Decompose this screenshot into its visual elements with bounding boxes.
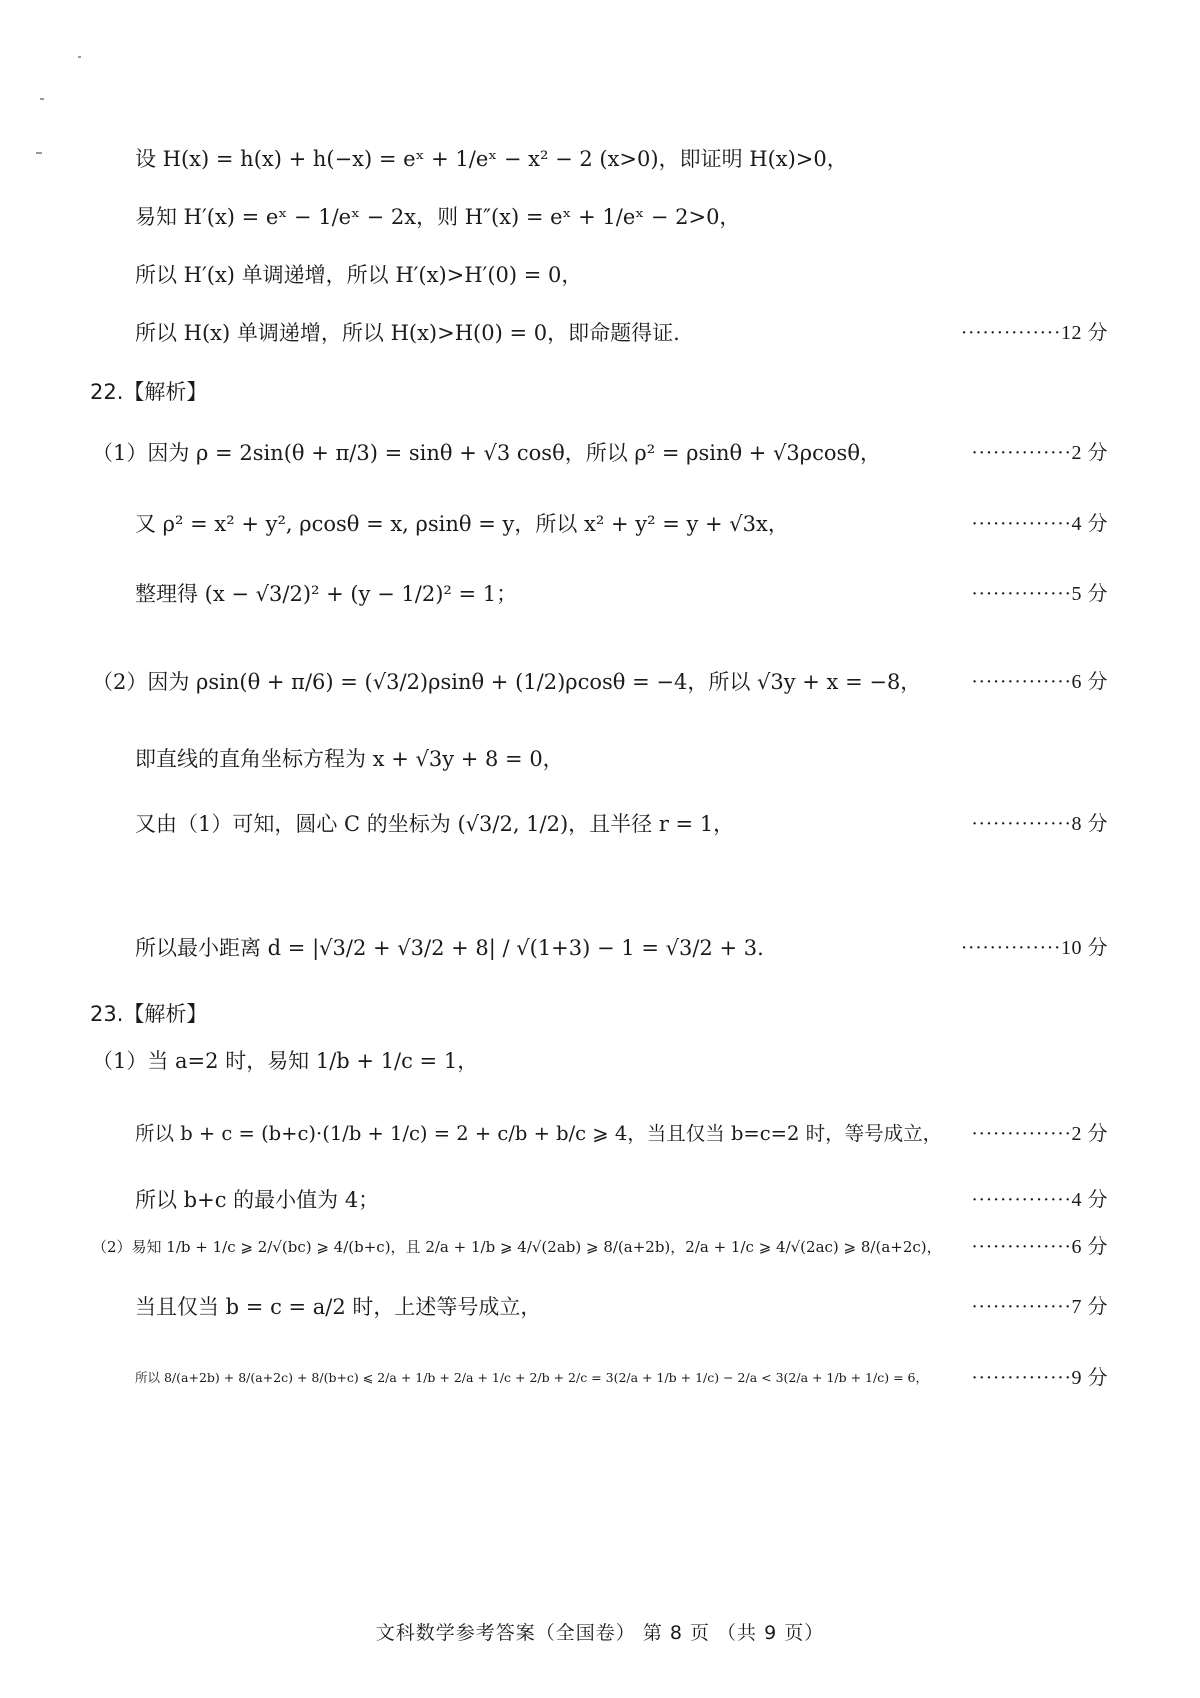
s23-p2-points: ··············2 分 [971,1123,1108,1145]
s23-p3-points: ··············4 分 [971,1189,1108,1211]
s23-p4-text: （2）易知 1/b + 1/c ⩾ 2/√(bc) ⩾ 4/(b+c)，且 2/a + 1/b ⩾ 4/√(2ab) ⩾ 8/(a+2b)，2/a + 1/c ⩾ 4/√(2ac) ⩾ 8/(a+2c)， [92,1238,942,1256]
s22-p7-points: ··············10 分 [960,937,1108,959]
scan-speck [78,56,81,58]
s23-p2-text: 所以 b + c = (b+c)·(1/b + 1/c) = 2 + c/b + b/c ⩾ 4，当且仅当 b=c=2 时，等号成立， [135,1122,943,1145]
section-23-heading: 23.【解析】 [90,1002,208,1026]
s22-p1-text: （1）因为 ρ = 2sin(θ + π/3) = sinθ + √3 cosθ，所以 ρ² = ρsinθ + √3ρcosθ， [92,441,881,465]
s22-p6-points: ··············8 分 [971,813,1108,835]
s21-line-3-text: 所以 H′(x) 单调递增，所以 H′(x)>H′(0) = 0， [135,263,583,287]
s23-p5-points: ··············7 分 [971,1296,1108,1318]
s23-p4-points: ··············6 分 [971,1236,1108,1258]
s21-line-2-text: 易知 H′(x) = eˣ − 1/eˣ − 2x，则 H″(x) = eˣ + 1/eˣ − 2>0， [135,205,741,229]
s22-p7-text: 所以最小距离 d = |√3/2 + √3/2 + 8| / √(1+3) − 1 = √3/2 + 3. [135,936,764,960]
s21-line-4-points: ··············12 分 [960,322,1108,344]
s22-p5-text: 即直线的直角坐标方程为 x + √3y + 8 = 0， [135,747,564,771]
s22-p6-text: 又由（1）可知，圆心 C 的坐标为 (√3/2, 1/2)，且半径 r = 1， [135,812,735,836]
section-22-heading: 22.【解析】 [90,380,208,404]
s22-p2-points: ··············4 分 [971,513,1108,535]
s23-p1-text: （1）当 a=2 时，易知 1/b + 1/c = 1， [92,1049,479,1073]
s22-p2-text: 又 ρ² = x² + y², ρcosθ = x, ρsinθ = y，所以 x² + y² = y + √3x， [135,512,789,536]
s22-p3-points: ··············5 分 [971,583,1108,605]
s22-p1-points: ··············2 分 [971,442,1108,464]
scan-speck [40,98,44,100]
page-footer: 文科数学参考答案（全国卷） 第 8 页 （共 9 页） [375,1622,825,1644]
s23-p5-text: 当且仅当 b = c = a/2 时，上述等号成立， [135,1295,542,1319]
s23-p6-points: ··············9 分 [971,1367,1108,1389]
s22-p4-points: ··············6 分 [971,671,1108,693]
s23-p6-text: 所以 8/(a+2b) + 8/(a+2c) + 8/(b+c) ⩽ 2/a + 1/b + 2/a + 1/c + 2/b + 2/c = 3(2/a + 1/b + 1/c) − 2/a < 3(2/a + 1/b + 1/c) = 6， [135,1370,928,1385]
scan-speck [36,152,42,154]
s22-p4-text: （2）因为 ρsin(θ + π/6) = (√3/2)ρsinθ + (1/2)ρcosθ = −4，所以 √3y + x = −8， [92,670,922,694]
s23-p3-text: 所以 b+c 的最小值为 4； [135,1188,380,1212]
s21-line-1-text: 设 H(x) = h(x) + h(−x) = eˣ + 1/eˣ − x² − 2 (x>0)，即证明 H(x)>0， [135,147,848,171]
s22-p3-text: 整理得 (x − √3/2)² + (y − 1/2)² = 1； [135,582,518,606]
s21-line-4-text: 所以 H(x) 单调递增，所以 H(x)>H(0) = 0，即命题得证. [135,321,680,345]
